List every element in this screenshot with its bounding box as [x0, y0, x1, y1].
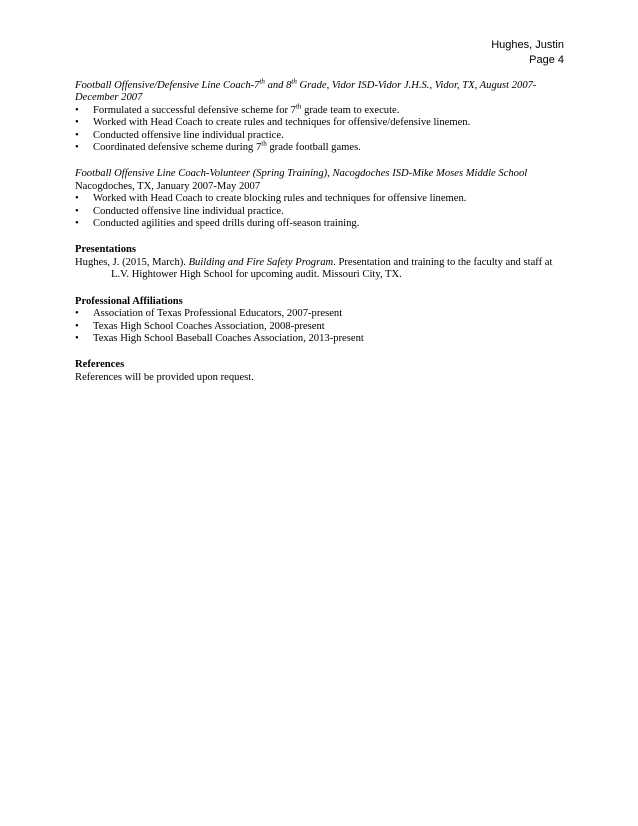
bullet-icon: •	[75, 129, 79, 141]
list-item: • Conducted agilities and speed drills during off-season training.	[75, 218, 360, 230]
list-item: • Worked with Head Coach to create rules and techniques for offensive/defensive linemen.	[75, 117, 471, 129]
bullet-icon: •	[75, 332, 79, 344]
list-item: • Texas High School Baseball Coaches Association, 2013-present	[75, 332, 364, 344]
section-heading: Professional Affiliations	[75, 295, 183, 307]
header-name: Hughes, Justin	[491, 39, 564, 51]
presentation-citation: Hughes, J. (2015, March). Building and Fire Safety Program. Presentation and training to the faculty and staff at	[75, 256, 553, 268]
list-item: • Texas High School Coaches Association, 2008-present	[75, 320, 325, 332]
header-page-number: Page 4	[529, 54, 564, 66]
bullet-list	[75, 193, 565, 230]
job-dates: December 2007	[75, 92, 143, 104]
section-heading: References	[75, 359, 125, 371]
list-item: • Worked with Head Coach to create blocking rules and techniques for offensive linemen.	[75, 193, 467, 205]
job-location-dates: Nacogdoches, TX, January 2007-May 2007	[75, 180, 261, 192]
job-entry-vidor	[75, 77, 565, 154]
list-item: • Conducted offensive line individual practice.	[75, 129, 284, 141]
list-item: • Association of Texas Professional Educators, 2007-present	[75, 308, 343, 320]
bullet-icon: •	[75, 218, 79, 230]
bullet-icon: •	[75, 205, 79, 217]
job-entry-nacogdoches	[75, 168, 565, 230]
references-section	[75, 359, 565, 384]
job-title: Football Offensive Line Coach-Volunteer (Spring Training), Nacogdoches ISD-Mike Moses Middle School	[75, 168, 528, 180]
resume-content	[75, 77, 565, 398]
bullet-icon: •	[75, 117, 79, 129]
bullet-icon: •	[75, 193, 79, 205]
bullet-list	[75, 102, 565, 155]
presentations-section	[75, 244, 565, 281]
presentation-citation-continued: L.V. Hightower High School for upcoming audit. Missouri City, TX.	[111, 269, 402, 281]
bullet-list	[75, 308, 565, 345]
list-item: • Conducted offensive line individual practice.	[75, 205, 284, 217]
list-item: • Coordinated defensive scheme during 7th grade football games.	[75, 139, 361, 154]
page-header	[491, 38, 564, 68]
references-text: References will be provided upon request.	[75, 371, 254, 383]
bullet-icon: •	[75, 142, 79, 154]
list-item: • Formulated a successful defensive scheme for 7th grade team to execute.	[75, 102, 400, 116]
bullet-icon: •	[75, 308, 79, 320]
bullet-icon: •	[75, 104, 79, 116]
section-heading: Presentations	[75, 244, 137, 256]
job-title: Football Offensive/Defensive Line Coach-7th and 8th Grade, Vidor ISD-Vidor J.H.S., Vidor, TX, August 2007-	[75, 77, 537, 91]
affiliations-section	[75, 296, 565, 346]
bullet-icon: •	[75, 320, 79, 332]
